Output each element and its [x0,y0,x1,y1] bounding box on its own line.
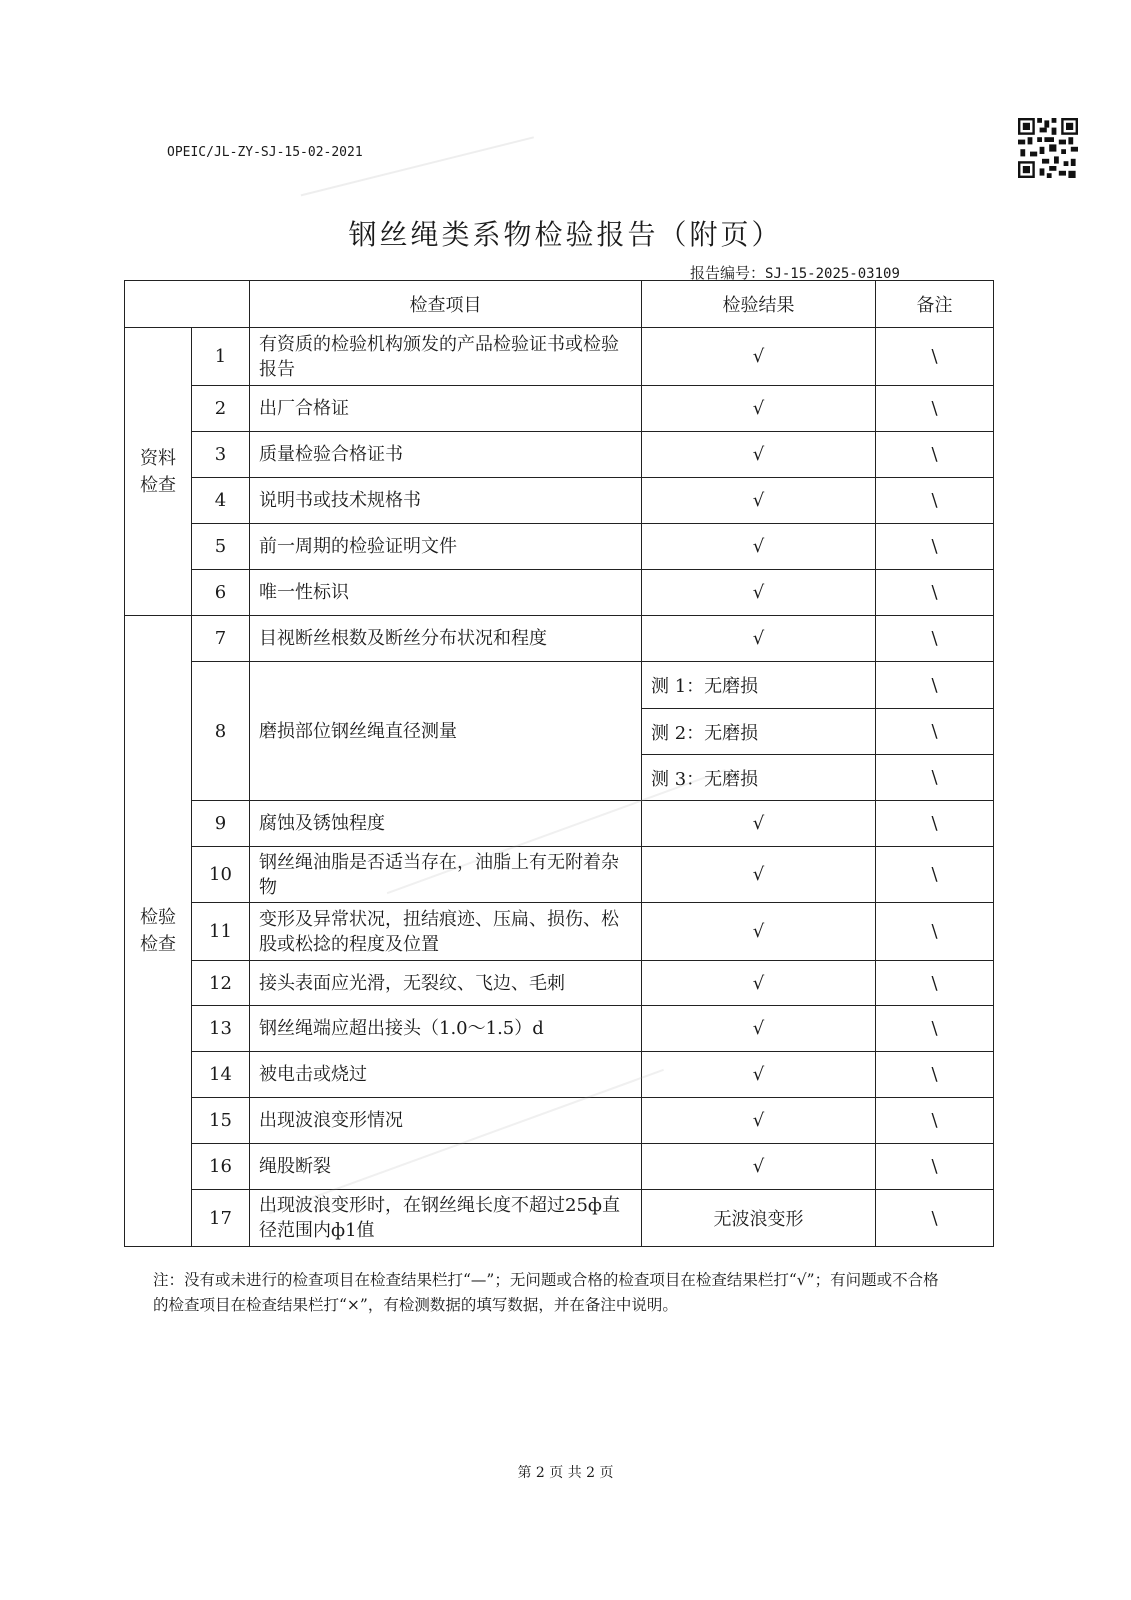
row-item: 绳股断裂 [250,1144,642,1190]
row-number: 10 [192,847,250,903]
row-item: 质量检验合格证书 [250,432,642,478]
table-row [125,847,994,903]
table-row [125,1098,994,1144]
table-row [125,432,994,478]
row-item: 钢丝绳油脂是否适当存在，油脂上有无附着杂物 [250,847,642,903]
row-remark: \ [876,1052,994,1098]
header-remark: 备注 [876,281,994,328]
row-remark: \ [876,847,994,903]
row-result: √ [642,524,876,570]
row-number: 6 [192,570,250,616]
report-number-label: 报告编号： [690,264,766,282]
table-row [125,616,994,662]
row-item: 磨损部位钢丝绳直径测量 [250,662,642,801]
measurement-result: 测 1：无磨损 [642,662,876,709]
table-row [125,801,994,847]
row-result: √ [642,847,876,903]
row-item: 出厂合格证 [250,386,642,432]
inspection-table [124,280,994,1247]
row-remark: \ [876,709,994,755]
row-remark: \ [876,1006,994,1052]
row-remark: \ [876,616,994,662]
row-remark: \ [876,1144,994,1190]
table-row [125,478,994,524]
section-data-check: 资料 检查 [125,328,192,616]
table-row [125,386,994,432]
table-row [125,1006,994,1052]
row-remark: \ [876,1098,994,1144]
row-number: 11 [192,903,250,961]
row-result: √ [642,903,876,961]
row-item: 腐蚀及锈蚀程度 [250,801,642,847]
row-remark: \ [876,1190,994,1247]
row-result: √ [642,432,876,478]
row-remark: \ [876,432,994,478]
row-remark: \ [876,570,994,616]
row-item: 出现波浪变形时，在钢丝绳长度不超过25ф直径范围内ф1值 [250,1190,642,1247]
row-result: √ [642,328,876,386]
table-row [125,524,994,570]
row-result: √ [642,961,876,1006]
report-number-value: SJ-15-2025-03109 [765,266,900,282]
row-number: 3 [192,432,250,478]
row-remark: \ [876,478,994,524]
row-item: 被电击或烧过 [250,1052,642,1098]
table-row [125,961,994,1006]
table-row [125,570,994,616]
row-item: 接头表面应光滑，无裂纹、飞边、毛刺 [250,961,642,1006]
row-number: 13 [192,1006,250,1052]
section-inspection-check: 检验 检查 [125,616,192,1247]
row-result: √ [642,478,876,524]
row-item: 有资质的检验机构颁发的产品检验证书或检验报告 [250,328,642,386]
table-row [125,662,994,709]
row-result: √ [642,1006,876,1052]
row-remark: \ [876,801,994,847]
row-number: 14 [192,1052,250,1098]
row-item: 钢丝绳端应超出接头（1.0～1.5）d [250,1006,642,1052]
row-number: 2 [192,386,250,432]
row-item: 说明书或技术规格书 [250,478,642,524]
row-result: √ [642,570,876,616]
row-result: 无波浪变形 [642,1190,876,1247]
row-result: √ [642,1098,876,1144]
qr-code-icon [1018,118,1078,178]
row-number: 1 [192,328,250,386]
row-remark: \ [876,961,994,1006]
row-number: 12 [192,961,250,1006]
table-row [125,1144,994,1190]
row-result: √ [642,1144,876,1190]
footnote: 注：没有或未进行的检查项目在检查结果栏打“—”；无问题或合格的检查项目在检查结果栏打“√”；有问题或不合格的检查项目在检查结果栏打“×”，有检测数据的填写数据，并在备注中说明。 [153,1271,939,1314]
row-item: 前一周期的检验证明文件 [250,524,642,570]
row-item: 出现波浪变形情况 [250,1098,642,1144]
header-result: 检验结果 [642,281,876,328]
measurement-result: 测 3：无磨损 [642,755,876,801]
table-header-row [125,281,994,328]
row-number: 4 [192,478,250,524]
row-number: 5 [192,524,250,570]
row-result: √ [642,616,876,662]
row-result: √ [642,386,876,432]
document-code: OPEIC/JL-ZY-SJ-15-02-2021 [167,145,363,160]
row-number: 7 [192,616,250,662]
row-remark: \ [876,328,994,386]
row-remark: \ [876,903,994,961]
header-item: 检查项目 [250,281,642,328]
page-number: 第 2 页 共 2 页 [517,1465,614,1481]
row-remark: \ [876,755,994,801]
measurement-result: 测 2：无磨损 [642,709,876,755]
row-item: 变形及异常状况，扭结痕迹、压扁、损伤、松股或松捻的程度及位置 [250,903,642,961]
row-remark: \ [876,662,994,709]
table-row [125,328,994,386]
table-row [125,903,994,961]
row-number: 15 [192,1098,250,1144]
row-result: √ [642,1052,876,1098]
row-item: 唯一性标识 [250,570,642,616]
table-row [125,1190,994,1247]
row-number: 9 [192,801,250,847]
row-remark: \ [876,524,994,570]
table-row [125,1052,994,1098]
row-number: 17 [192,1190,250,1247]
report-title: 钢丝绳类系物检验报告（附页） [348,218,783,251]
row-number: 16 [192,1144,250,1190]
row-remark: \ [876,386,994,432]
header-blank [125,281,250,328]
row-result: √ [642,801,876,847]
row-item: 目视断丝根数及断丝分布状况和程度 [250,616,642,662]
row-number: 8 [192,662,250,801]
